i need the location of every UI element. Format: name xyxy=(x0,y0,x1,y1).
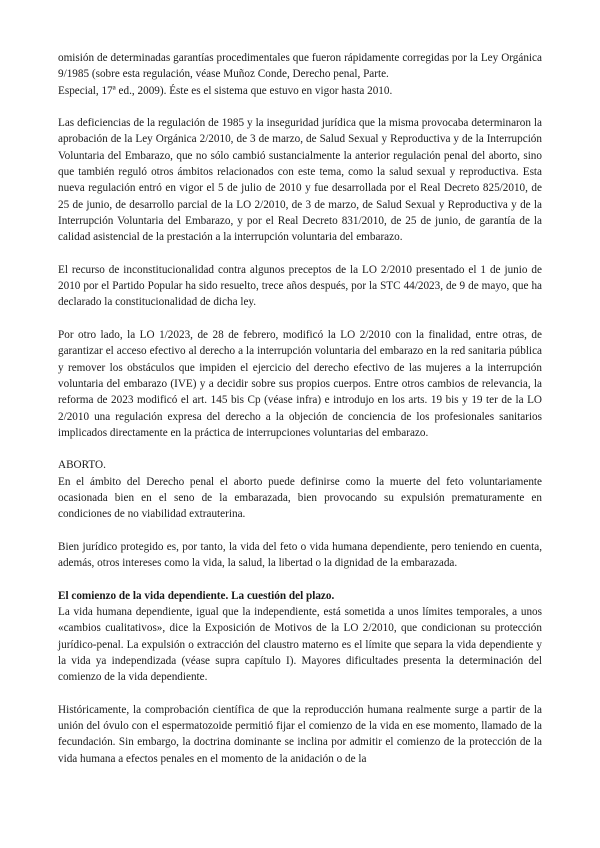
paragraph-bien-juridico: Bien jurídico protegido es, por tanto, la vida del feto o vida humana dependiente, pero teniendo en cuenta, además, otros intereses como la vida, la salud, la libertad o la dignidad de la embarazada. xyxy=(58,540,542,570)
section-heading-aborto: ABORTO. xyxy=(58,459,106,472)
spacer xyxy=(58,311,542,327)
paragraph-recurso: El recurso de inconstitucionalidad contra algunos preceptos de la LO 2/2010 presentado el 1 de junio de 2010 por el Partido Popular ha sido resuelto, trece años después, por la STC 44/2023, de 9 de mayo, que ha declarado la constitucionalidad de dicha ley. xyxy=(58,263,542,309)
paragraph-lo-2010: Las deficiencias de la regulación de 1985 y la inseguridad jurídica que la misma provocaba determinaron la aprobación de la Ley Orgánica 2/2010, de 3 de marzo, de Salud Sexual y Reproductiva y de la Interrupción Voluntaria del Embarazo, que no sólo cambió sustancialmente la anterior regulación penal del aborto, sino que también reguló otros ámbitos relacionados con este tema, como la salud sexual y reproductiva. Esta nueva regulación entró en vigor el 5 de julio de 2010 y fue desarrollada por el Real Decreto 825/2010, de 25 de junio, de desarrollo parcial de la LO 2/2010, de 3 de marzo, de Salud Sexual y Reproductiva y de la Interrupción Voluntaria del Embarazo, y por el Real Decreto 831/2010, de 25 de junio, de garantía de la calidad asistencial de la prestación a la interrupción voluntaria del embarazo. xyxy=(58,117,542,244)
paragraph-intro-continued: omisión de determinadas garantías procedimentales que fueron rápidamente corregidas por la Ley Orgánica 9/1985 (sobre esta regulación, véase Muñoz Conde, Derecho penal, Parte. xyxy=(58,52,542,81)
spacer xyxy=(58,523,542,539)
paragraph-intro-end: Especial, 17ª ed., 2009). Éste es el sistema que estuvo en vigor hasta 2010. xyxy=(58,84,393,97)
spacer xyxy=(58,686,542,702)
spacer xyxy=(58,572,542,588)
document-page xyxy=(58,50,542,767)
section-heading-comienzo: El comienzo de la vida dependiente. La cuestión del plazo. xyxy=(58,589,335,602)
paragraph-definicion: En el ámbito del Derecho penal el aborto puede definirse como la muerte del feto voluntariamente ocasionada bien en el seno de la embarazada, bien provocando su expulsión prematuramente en condiciones de no viabilidad extrauterina. xyxy=(58,475,542,521)
spacer xyxy=(58,99,542,115)
spacer xyxy=(58,441,542,457)
paragraph-historicamente: Históricamente, la comprobación científica de que la reproducción humana realmente surge a partir de la unión del óvulo con el espermatozoide permitió fijar el comienzo de la vida en ese momento, llamado de la fecundación. Sin embargo, la doctrina dominante se inclina por admitir el comienzo de la protección de la vida humana a efectos penales en el momento de la anidación o de la xyxy=(58,703,542,765)
spacer xyxy=(58,246,542,262)
paragraph-vida-dependiente: La vida humana dependiente, igual que la independiente, está sometida a unos límites temporales, a unos «cambios cualitativos», dice la Exposición de Motivos de la LO 2/2010, que condicionan su protección jurídico-penal. La expulsión o extracción del claustro materno es el límite que separa la vida dependiente y la vida ya independizada (véase supra capítulo I). Mayores dificultades presenta la determinación del comienzo de la vida dependiente. xyxy=(58,606,542,684)
paragraph-lo-2023: Por otro lado, la LO 1/2023, de 28 de febrero, modificó la LO 2/2010 con la finalidad, entre otras, de garantizar el acceso efectivo al derecho a la interrupción voluntaria del embarazo en la red sanitaria pública y remover los obstáculos que impiden el ejercicio del derecho efectivo de las mujeres a la interrupción voluntaria del embarazo (IVE) y a decidir sobre sus propios cuerpos. Entre otros cambios de relevancia, la reforma de 2023 modificó el art. 145 bis Cp (véase infra) e introdujo en los arts. 19 bis y 19 ter de la LO 2/2010 una regulación expresa del derecho a la objeción de conciencia de los profesionales sanitarios implicados directamente en la práctica de interrupciones voluntarias del embarazo. xyxy=(58,329,542,439)
